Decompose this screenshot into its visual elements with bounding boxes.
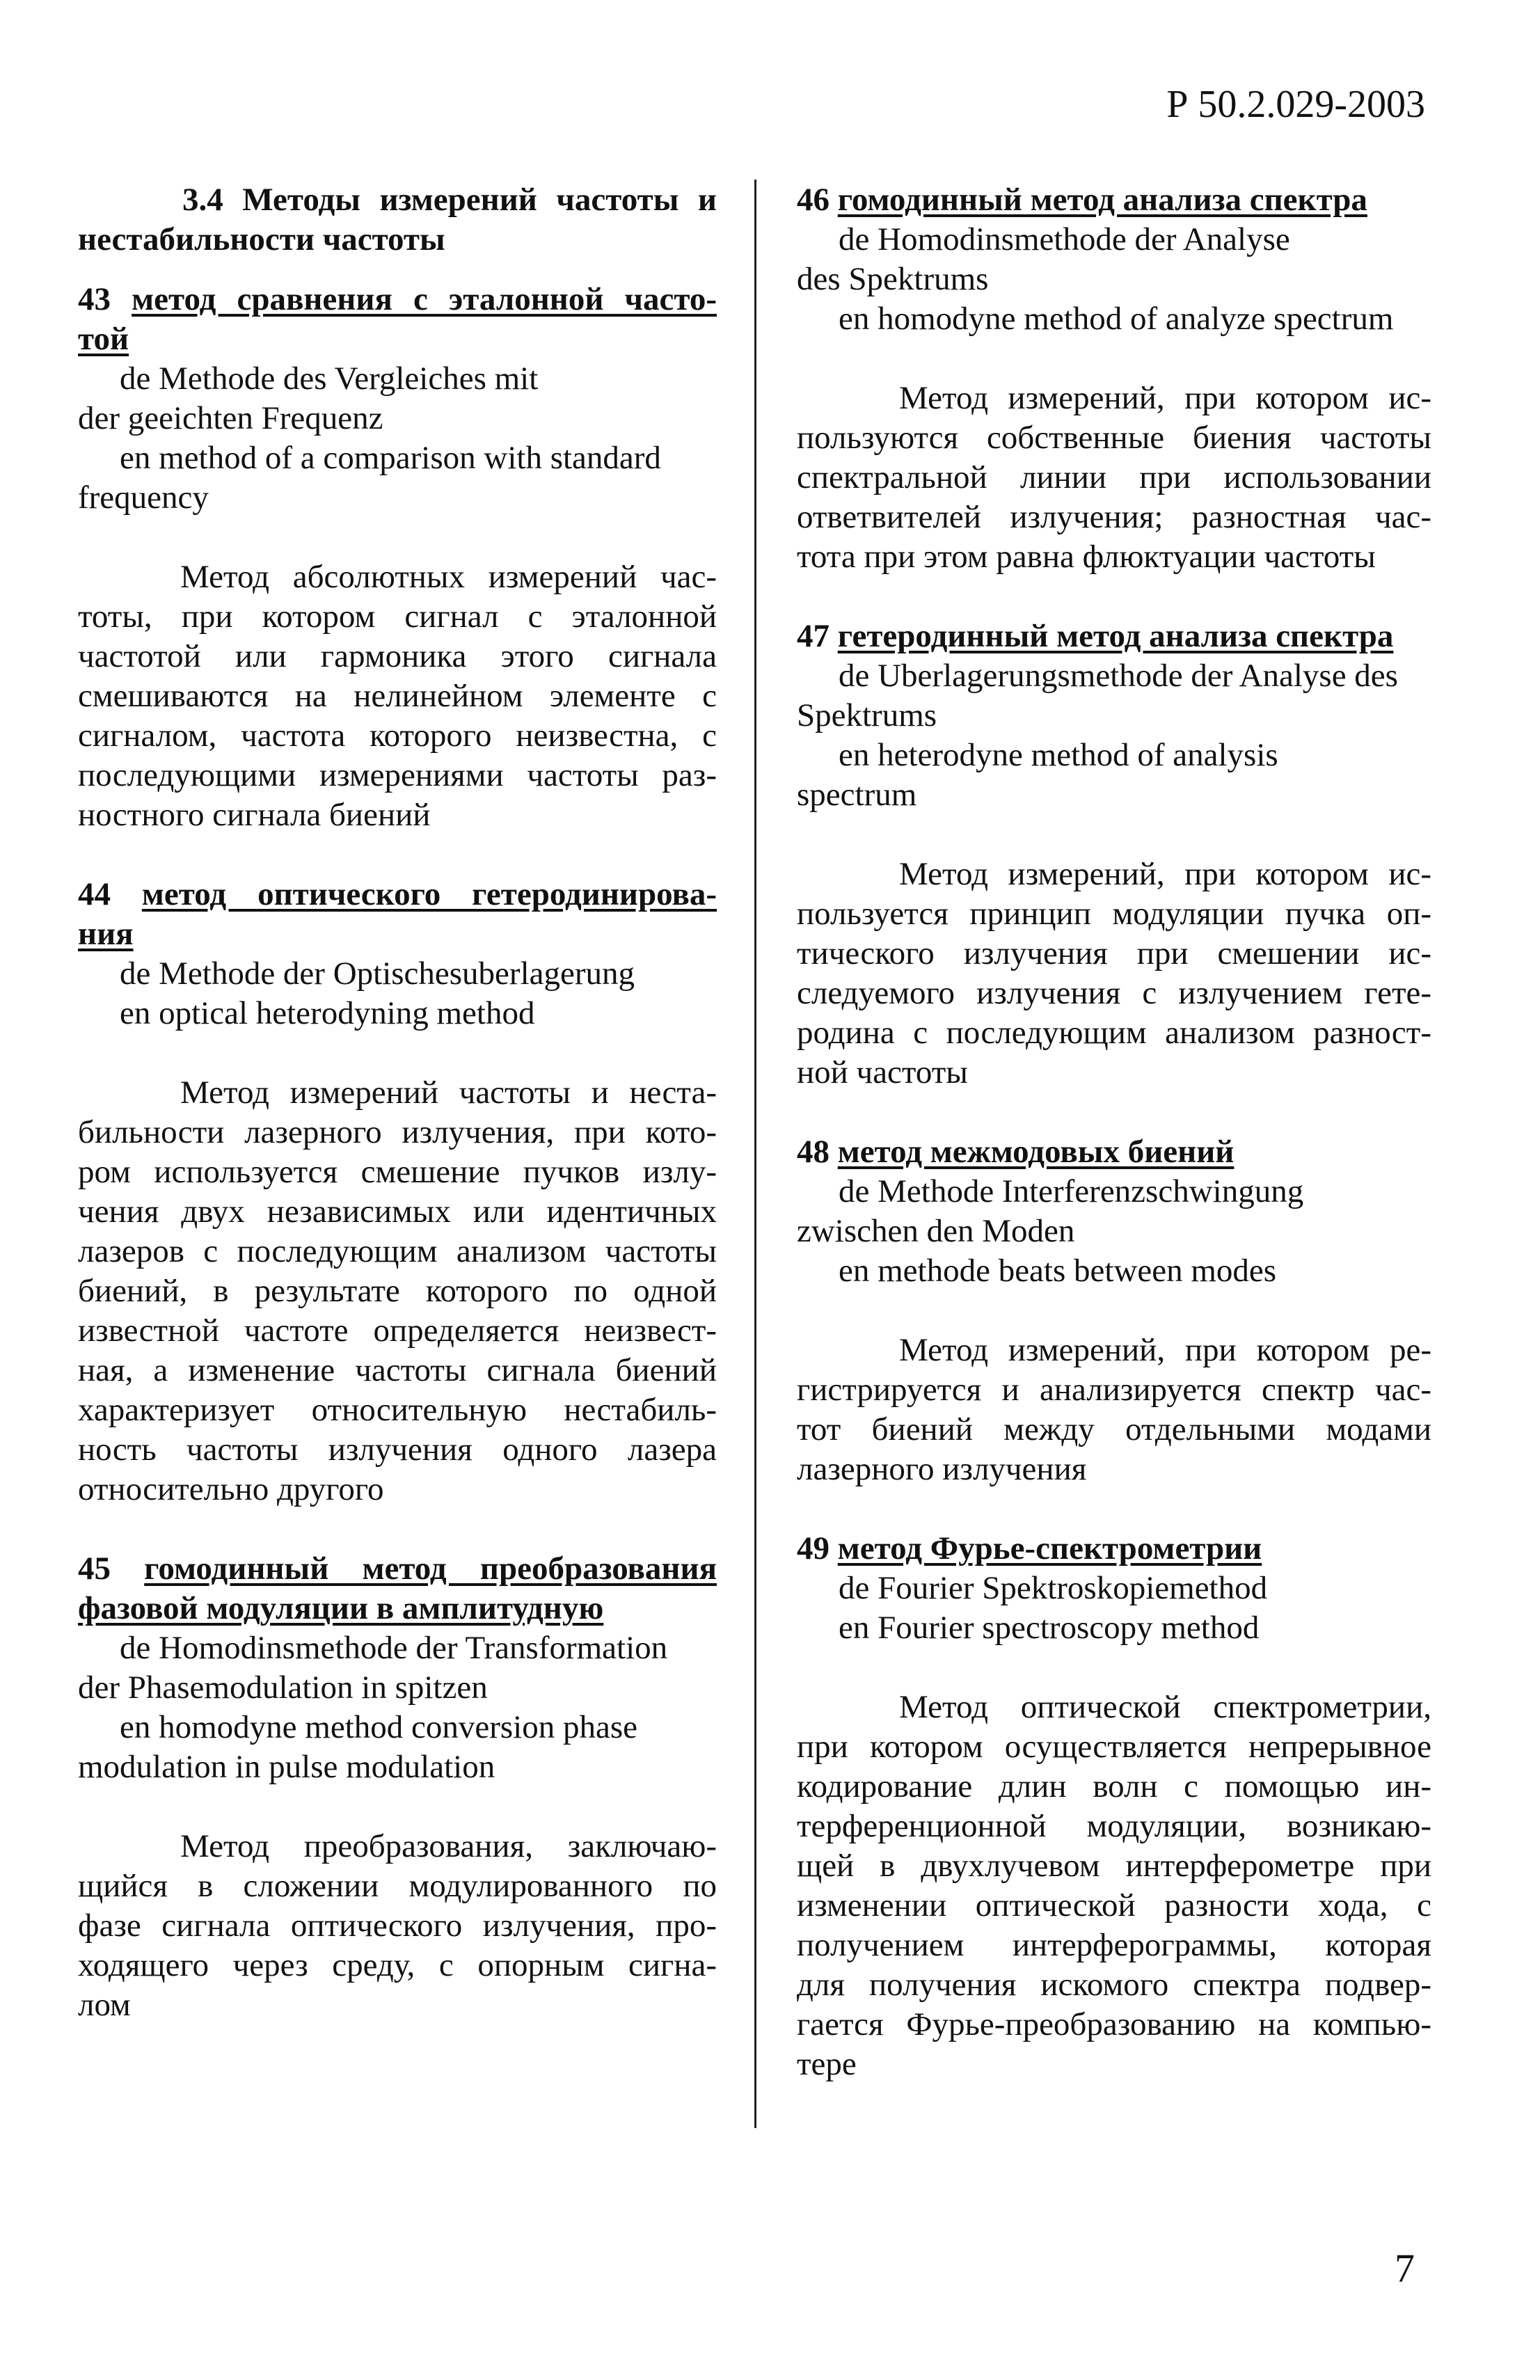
column-divider bbox=[754, 180, 756, 2128]
definition-line: тоты, при котором сигнал с эталонной bbox=[78, 598, 717, 635]
term-title: метод Фурье-спектрометрии bbox=[837, 1530, 1262, 1566]
document-code: Р 50.2.029-2003 bbox=[1166, 83, 1425, 126]
definition-line: лазеров с последующим анализом частоты bbox=[78, 1233, 717, 1269]
german-equivalent: der geeichten Frequenz bbox=[78, 400, 383, 436]
term-entry bbox=[797, 1529, 1431, 2084]
section-heading: 3.4 Методы измерений частоты и bbox=[182, 182, 717, 218]
term-entry bbox=[78, 875, 717, 1509]
term-title: ния bbox=[78, 916, 134, 952]
spacer bbox=[797, 1648, 1431, 1688]
term-entry bbox=[78, 280, 717, 835]
definition-line: относительно другого bbox=[78, 1471, 384, 1507]
term-line bbox=[797, 180, 1431, 220]
spacer bbox=[797, 1093, 1431, 1132]
term-number: 45 bbox=[78, 1550, 111, 1587]
german-equivalent: de Methode des Vergleiches mit bbox=[120, 360, 539, 397]
definition-line: последующими измерениями частоты раз- bbox=[78, 757, 717, 793]
definition-line: терференционной модуляции, возникаю- bbox=[797, 1808, 1431, 1844]
spacer bbox=[78, 835, 717, 875]
term-number: 43 bbox=[78, 281, 111, 317]
definition-line: тота при этом равна флюктуации частоты bbox=[797, 539, 1376, 575]
german-equivalent: de Homodinsmethode der Analyse bbox=[839, 221, 1290, 257]
german-equivalent: de Methode Interferenzschwingung bbox=[839, 1173, 1304, 1209]
definition-line: бильности лазерного излучения, при кото- bbox=[78, 1114, 717, 1150]
english-equivalent: en methode beats between modes bbox=[839, 1253, 1277, 1289]
definition-line: Метод преобразования, заключаю- bbox=[180, 1828, 717, 1864]
definition-line: фазе сигнала оптического излучения, про- bbox=[78, 1907, 717, 1944]
english-equivalent: frequency bbox=[78, 479, 209, 516]
definition-line: гистрируется и анализируется спектр час- bbox=[797, 1372, 1431, 1408]
definition-line: лазерного излучения bbox=[797, 1451, 1087, 1487]
term-line bbox=[797, 617, 1431, 656]
english-equivalent: en Fourier spectroscopy method bbox=[839, 1610, 1260, 1646]
definition-line: Метод оптической спектрометрии, bbox=[899, 1689, 1431, 1725]
english-equivalent: en method of a comparison with standard bbox=[120, 440, 661, 476]
definition-line: известной частоте определяется неизвест- bbox=[78, 1312, 717, 1349]
definition-line: родина с последующим анализом разност- bbox=[797, 1015, 1431, 1051]
definition-line: характеризует относительную нестабиль- bbox=[78, 1392, 717, 1428]
definition-line: тере bbox=[797, 2046, 857, 2082]
english-equivalent: en homodyne method conversion phase bbox=[120, 1709, 637, 1745]
definition-line: биений, в результате которого по одной bbox=[78, 1273, 717, 1309]
definition-line: Метод измерений, при котором ис- bbox=[899, 856, 1431, 892]
spacer bbox=[797, 339, 1431, 379]
definition-line: сигналом, частота которого неизвестна, с bbox=[78, 717, 717, 754]
definition-line: частотой или гармоника этого сигнала bbox=[78, 638, 717, 674]
spacer bbox=[797, 1489, 1431, 1529]
german-equivalent: der Phasemodulation in spitzen bbox=[78, 1669, 488, 1706]
definition-line: спектральной линии при использовании bbox=[797, 459, 1431, 495]
spacer bbox=[78, 518, 717, 557]
german-equivalent: de Fourier Spektroskopiemethod bbox=[839, 1570, 1268, 1606]
definition-line: кодирование длин волн с помощью ин- bbox=[797, 1768, 1431, 1804]
term-line bbox=[78, 319, 717, 359]
term-title: гетеродинный метод анализа спектра bbox=[837, 618, 1394, 654]
term-line bbox=[78, 1589, 717, 1628]
term-line bbox=[78, 1549, 717, 1589]
definition-line: ром используется смешение пучков излу- bbox=[78, 1154, 717, 1190]
german-equivalent: zwischen den Moden bbox=[797, 1213, 1075, 1249]
definition-line: ностного сигнала биений bbox=[78, 797, 431, 833]
term-title: метод сравнения с эталонной часто- bbox=[132, 281, 717, 317]
german-equivalent: de Uberlagerungsmethode der Analyse des bbox=[839, 658, 1398, 694]
definition-line: пользуется принцип модуляции пучка оп- bbox=[797, 896, 1431, 932]
term-number: 47 bbox=[797, 618, 829, 654]
definition-line: щей в двухлучевом интерферометре при bbox=[797, 1848, 1431, 1884]
term-number: 46 bbox=[797, 182, 829, 218]
definition-line: ной частоты bbox=[797, 1054, 968, 1090]
left-column bbox=[78, 180, 717, 2025]
definition-line: пользуются собственные биения частоты bbox=[797, 420, 1431, 456]
term-number: 44 bbox=[78, 876, 111, 912]
term-title: гомодинный метод анализа спектра bbox=[837, 182, 1367, 218]
definition-line: тот биений между отдельными модами bbox=[797, 1411, 1431, 1447]
spacer bbox=[78, 1509, 717, 1549]
spacer bbox=[78, 260, 717, 280]
english-equivalent: en homodyne method of analyze spectrum bbox=[839, 301, 1394, 337]
term-title: метод межмодовых биений bbox=[837, 1134, 1235, 1170]
definition-line: чения двух независимых или идентичных bbox=[78, 1193, 717, 1230]
term-entry bbox=[797, 180, 1431, 577]
definition-line: щийся в сложении модулированного по bbox=[78, 1868, 717, 1904]
spacer bbox=[797, 577, 1431, 617]
definition-line: гается Фурье-преобразованию на компью- bbox=[797, 2006, 1431, 2042]
spacer bbox=[797, 1291, 1431, 1331]
definition-line: ность частоты излучения одного лазера bbox=[78, 1431, 717, 1468]
section-heading: нестабильности частоты bbox=[78, 221, 445, 257]
term-title: фазовой модуляции в амплитудную bbox=[78, 1590, 604, 1626]
definition-line: лом bbox=[78, 1987, 131, 2023]
term-title: метод оптического гетеродинирова- bbox=[141, 876, 717, 912]
term-title: той bbox=[78, 321, 129, 357]
definition-line: смешиваются на нелинейном элементе с bbox=[78, 678, 717, 714]
english-equivalent: en heterodyne method of analysis bbox=[839, 737, 1278, 773]
definition-line: изменении оптической разности хода, с bbox=[797, 1887, 1431, 1923]
term-line bbox=[797, 1529, 1431, 1569]
german-equivalent: de Homodinsmethode der Transformation bbox=[120, 1630, 668, 1666]
definition-line: Метод измерений, при котором ре- bbox=[899, 1332, 1431, 1368]
term-entry bbox=[797, 617, 1431, 1093]
definition-line: для получения искомого спектра подвер- bbox=[797, 1967, 1431, 2003]
term-line bbox=[78, 875, 717, 914]
english-equivalent: modulation in pulse modulation bbox=[78, 1749, 495, 1785]
german-equivalent: des Spektrums bbox=[797, 261, 989, 297]
definition-line: получением интерферограммы, которая bbox=[797, 1927, 1431, 1963]
term-title: гомодинный метод преобразования bbox=[144, 1550, 717, 1587]
definition-line: ответвителей излучения; разностная час- bbox=[797, 499, 1431, 535]
term-line bbox=[797, 1132, 1431, 1172]
definition-line: Метод измерений частоты и неста- bbox=[180, 1074, 717, 1111]
spacer bbox=[78, 1787, 717, 1827]
term-entry bbox=[78, 1549, 717, 2025]
term-entry bbox=[797, 1132, 1431, 1489]
definition-line: при котором осуществляется непрерывное bbox=[797, 1729, 1431, 1765]
english-equivalent: en optical heterodyning method bbox=[120, 995, 535, 1031]
definition-line: ходящего через среду, с опорным сигна- bbox=[78, 1947, 717, 1983]
german-equivalent: Spektrums bbox=[797, 697, 937, 733]
term-line bbox=[78, 280, 717, 319]
spacer bbox=[78, 1033, 717, 1073]
term-line bbox=[78, 914, 717, 954]
english-equivalent: spectrum bbox=[797, 777, 917, 813]
right-column bbox=[797, 180, 1431, 2084]
definition-line: Метод абсолютных измерений час- bbox=[180, 559, 717, 595]
term-number: 48 bbox=[797, 1134, 829, 1170]
spacer bbox=[797, 815, 1431, 855]
page-number: 7 bbox=[1395, 2246, 1415, 2291]
definition-line: следуемого излучения с излучением гете- bbox=[797, 975, 1431, 1011]
definition-line: Метод измерений, при котором ис- bbox=[899, 380, 1431, 416]
definition-line: ная, а изменение частоты сигнала биений bbox=[78, 1352, 717, 1388]
term-number: 49 bbox=[797, 1530, 829, 1566]
german-equivalent: de Methode der Optischesuberlagerung bbox=[120, 955, 635, 992]
definition-line: тического излучения при смешении ис- bbox=[797, 935, 1431, 971]
